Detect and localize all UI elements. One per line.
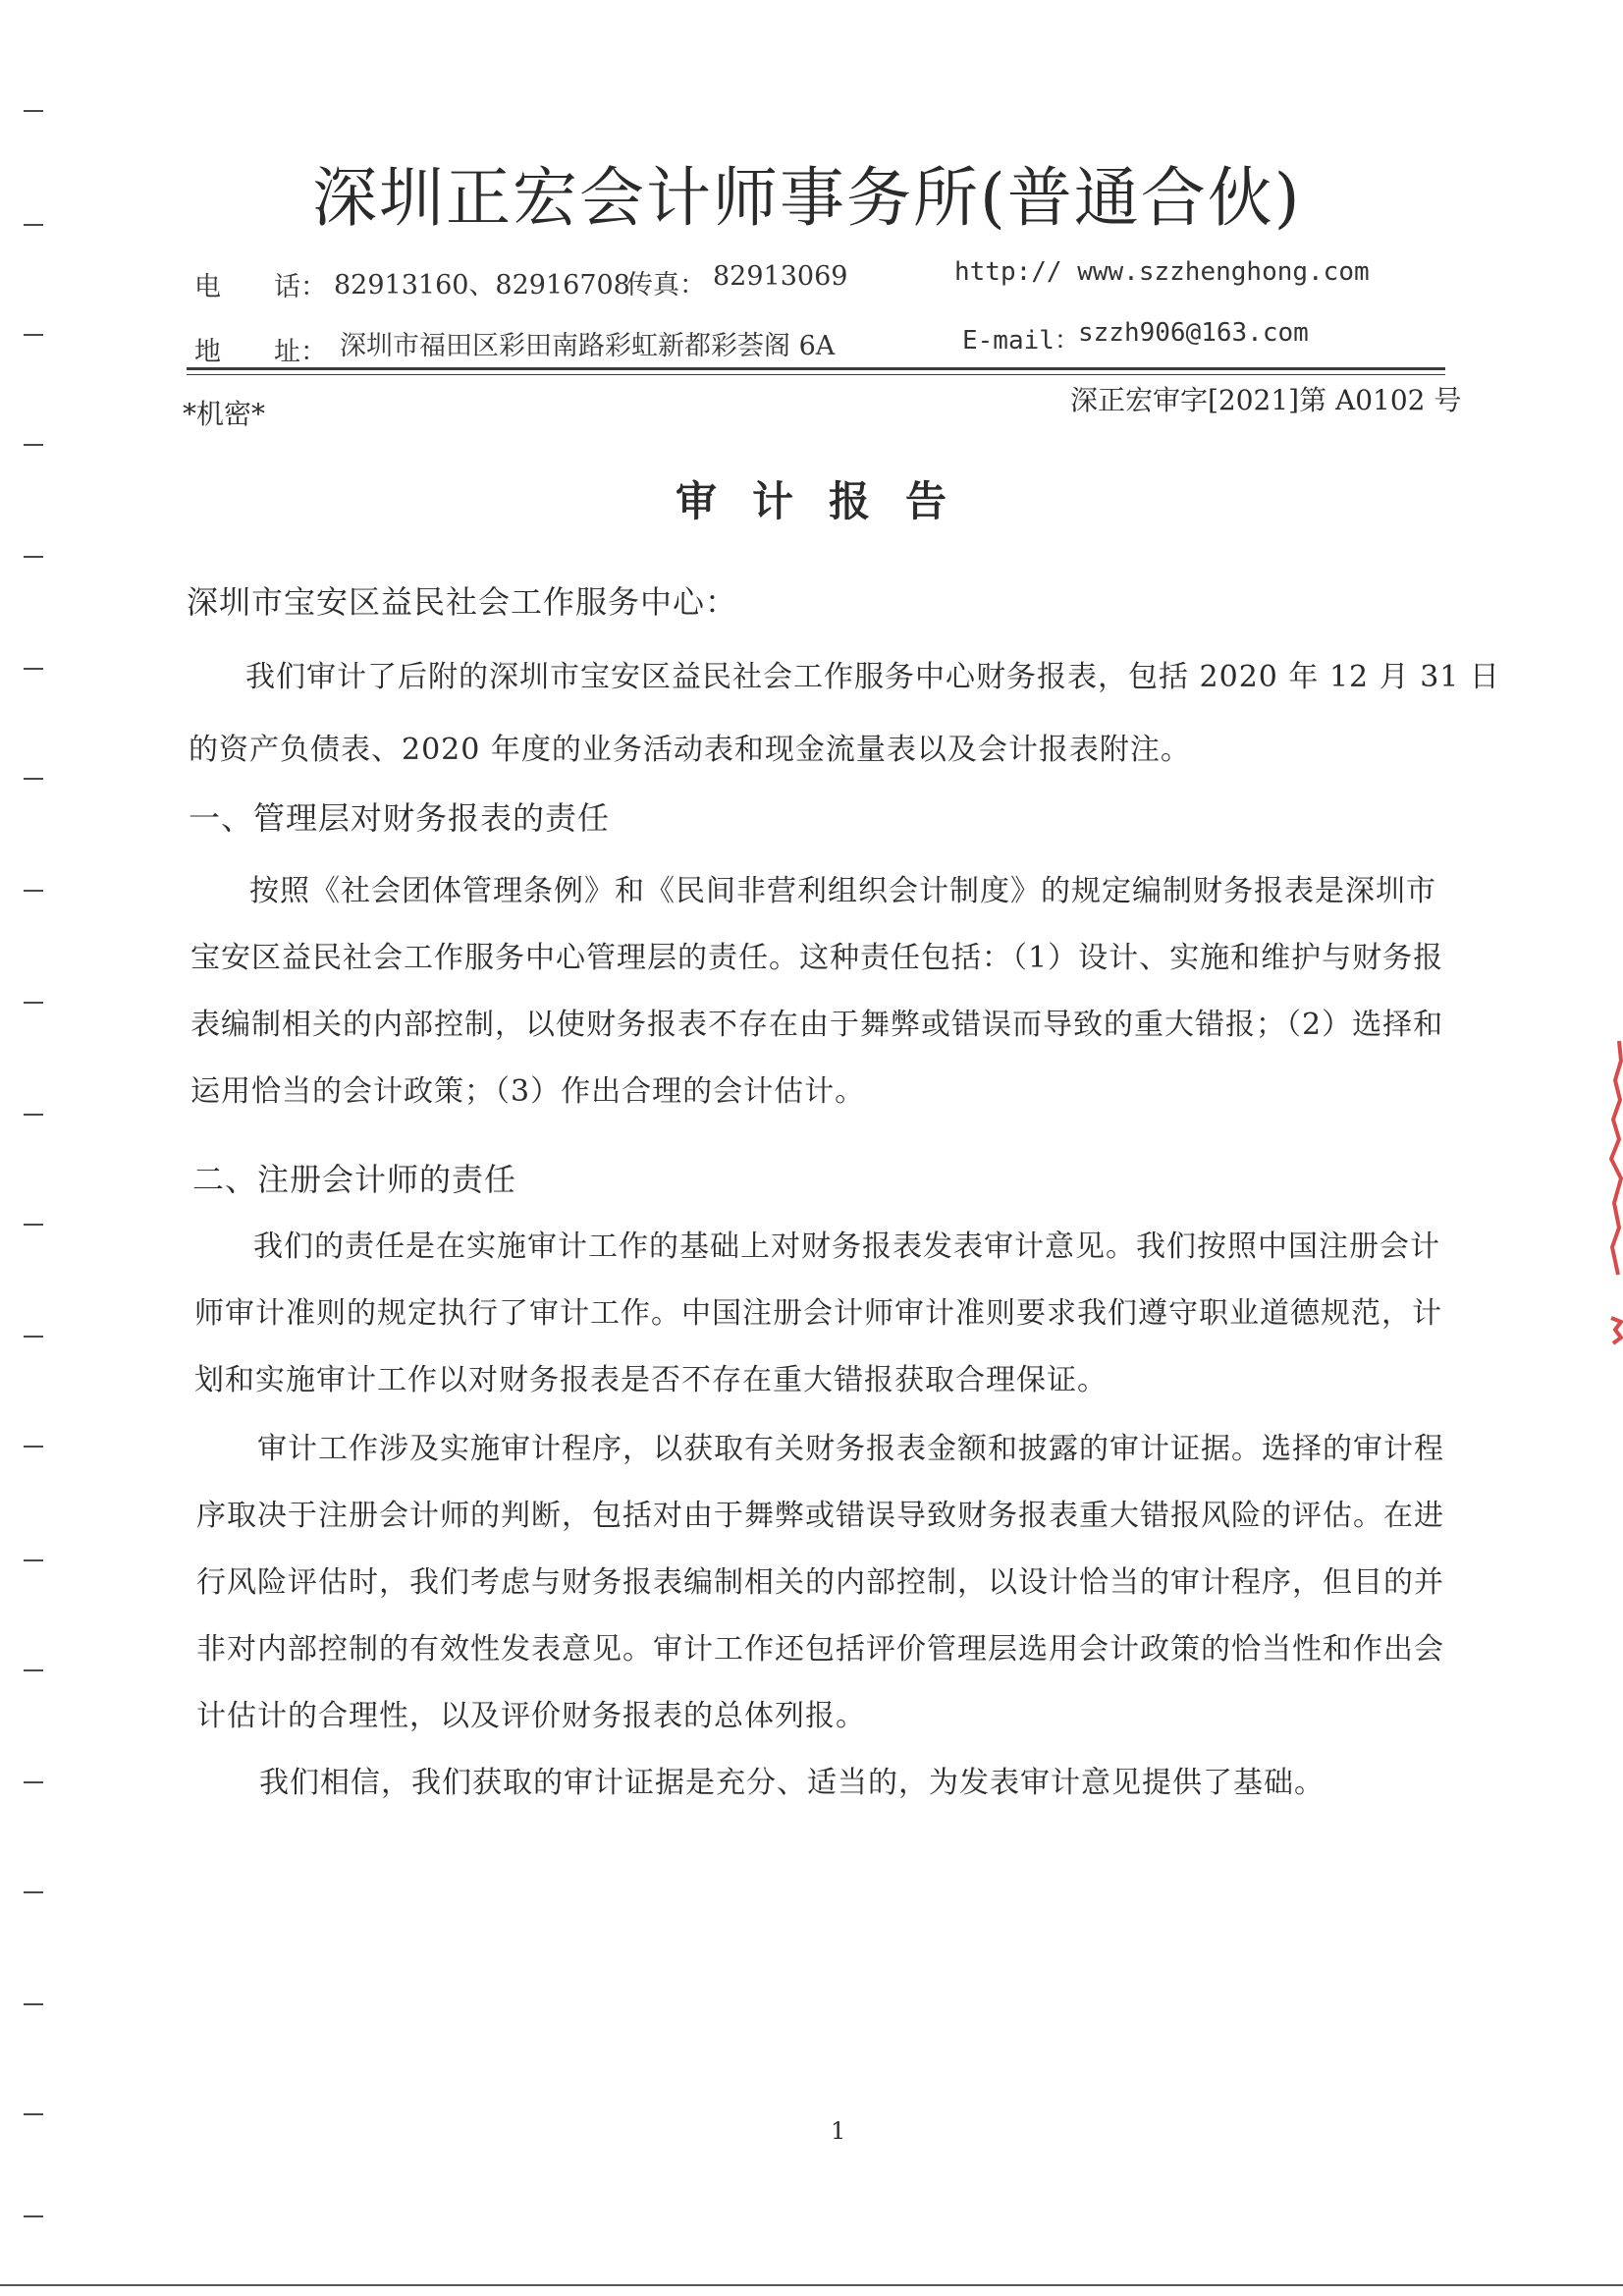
phone-label: 电 话： [194,272,327,302]
section-2-para-1-line-2: 师审计准则的规定执行了审计工作。中国注册会计师审计准则要求我们遵守职业道德规范，计 [194,1296,1442,1331]
section-2-para-2-line-3: 行风险评估时，我们考虑与财务报表编制相关的内部控制，以设计恰当的审计程序，但目的并 [196,1565,1444,1600]
section-2-para-2-line-1: 审计工作涉及实施审计程序，以获取有关财务报表金额和披露的审计证据。选择的审计程 [257,1432,1444,1466]
document-number: 深正宏审字[2021]第 A0102 号 [1070,384,1462,416]
address-label: 地 址： [194,337,327,367]
page-number: 1 [831,2117,846,2145]
section-2-para-1-line-1: 我们的责任是在实施审计工作的基础上对财务报表发表审计意见。我们按照中国注册会计 [253,1230,1440,1264]
section-2-para-2-line-4: 非对内部控制的有效性发表意见。审计工作还包括评价管理层选用会计政策的恰当性和作出会 [196,1632,1444,1667]
firm-name: 深圳正宏会计师事务所(普通合伙) [312,160,1302,236]
binding-mark [24,2003,43,2005]
fax-value: 82913069 [713,261,848,292]
binding-mark [24,890,43,892]
binding-mark [24,1224,43,1226]
binding-mark [24,334,43,336]
binding-mark [24,1114,43,1116]
seal-fragment-lower [1607,1316,1623,1345]
section-2-heading: 二、注册会计师的责任 [192,1161,517,1198]
binding-mark [24,556,43,558]
binding-mark [24,1002,43,1004]
binding-mark [24,1446,43,1448]
binding-mark [24,778,43,780]
section-1-line-2: 宝安区益民社会工作服务中心管理层的责任。这种责任包括：（1）设计、实施和维护与财务报 [190,941,1444,975]
letterhead-rule-top [187,367,1445,370]
fax-label: 传真： [626,270,706,301]
letterhead-rule-bottom [187,374,1445,375]
binding-mark [24,1891,43,1893]
section-1-heading: 一、管理层对财务报表的责任 [189,799,611,837]
section-2-para-1-line-3: 划和实施审计工作以对财务报表是否不存在重大错报获取合理保证。 [194,1363,1108,1397]
section-2-para-3-line-1: 我们相信，我们获取的审计证据是充分、适当的，为发表审计意见提供了基础。 [259,1766,1325,1800]
binding-mark [24,1559,43,1561]
report-title: 审计报告 [676,477,983,525]
binding-mark [24,2215,43,2217]
intro-line-2: 的资产负债表、2020 年度的业务活动表和现金流量表以及会计报表附注。 [189,733,1191,767]
binding-mark [24,110,43,112]
section-1-line-3: 表编制相关的内部控制，以使财务报表不存在由于舞弊或错误而导致的重大错报；（2）选择和 [190,1008,1444,1042]
page-bottom-edge [0,2284,1623,2286]
section-1-line-4: 运用恰当的会计政策；（3）作出合理的会计估计。 [190,1074,866,1109]
binding-mark [24,668,43,670]
binding-mark [24,1669,43,1671]
email-label: E-mail： [962,326,1080,355]
section-2-para-2-line-5: 计估计的合理性，以及评价财务报表的总体列报。 [196,1699,866,1733]
phone-value: 82913160、82916708 [334,270,630,301]
section-1-line-1: 按照《社会团体管理条例》和《民间非营利组织会计制度》的规定编制财务报表是深圳市 [249,874,1436,908]
address-value: 深圳市福田区彩田南路彩虹新都彩荟阁 6A [340,331,836,361]
seal-fragment [1601,1041,1623,1277]
confidential-mark: *机密* [183,398,266,430]
binding-mark [24,444,43,446]
intro-line-1: 我们审计了后附的深圳市宝安区益民社会工作服务中心财务报表，包括 2020 年 12 月 31 日 [245,660,1500,694]
binding-mark [24,2113,43,2115]
binding-mark [24,224,43,226]
email-value: szzh906@163.com [1078,318,1309,348]
binding-mark [24,1336,43,1338]
binding-mark [24,1781,43,1783]
website: http:// www.szzhenghong.com [954,257,1370,287]
addressee: 深圳市宝安区益民社会工作服务中心： [187,583,738,621]
section-2-para-2-line-2: 序取决于注册会计师的判断，包括对由于舞弊或错误导致财务报表重大错报风险的评估。在进 [196,1499,1444,1533]
